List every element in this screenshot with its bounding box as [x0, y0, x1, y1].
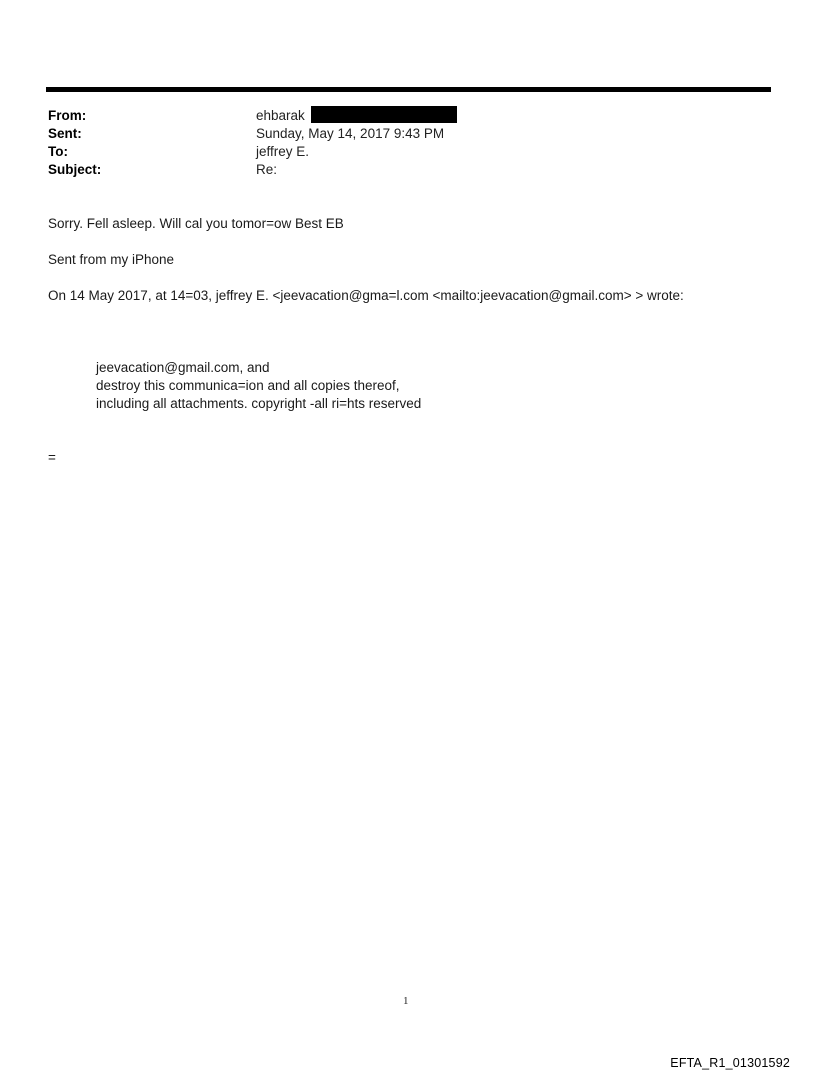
reply-attribution: On 14 May 2017, at 14=03, jeffrey E. <jeevacation@gma=l.com <mailto:jeevacation@gmail.com> > wrote:: [48, 288, 684, 303]
message-line-1: Sorry. Fell asleep. Will cal you tomor=ow Best EB: [48, 216, 344, 231]
header-divider: [46, 87, 771, 92]
page-number: 1: [403, 995, 409, 1007]
sent-label: Sent:: [48, 126, 82, 141]
subject-value: Re:: [256, 162, 278, 177]
bates-number: EFTA_R1_01301592: [670, 1056, 790, 1070]
sent-row: [48, 125, 748, 143]
quoted-line-2: destroy this communica=ion and all copies thereof,: [96, 378, 400, 393]
quoted-line-3: including all attachments. copyright -all ri=hts reserved: [96, 396, 422, 411]
sent-value: Sunday, May 14, 2017 9:43 PM: [256, 126, 445, 141]
from-sender: ehbarak: [256, 108, 305, 123]
quoted-line-1: jeevacation@gmail.com, and: [96, 360, 270, 375]
subject-label: Subject:: [48, 162, 102, 177]
trailer-mark: =: [48, 450, 56, 465]
from-row: [48, 107, 748, 125]
from-value: [256, 107, 457, 125]
redaction-block: [311, 106, 457, 123]
subject-row: [48, 161, 748, 179]
to-label: To:: [48, 144, 68, 159]
to-row: [48, 143, 748, 161]
to-value: jeffrey E.: [256, 144, 310, 159]
from-label: From:: [48, 108, 87, 123]
email-header: [48, 107, 748, 179]
signature-line: Sent from my iPhone: [48, 252, 175, 267]
